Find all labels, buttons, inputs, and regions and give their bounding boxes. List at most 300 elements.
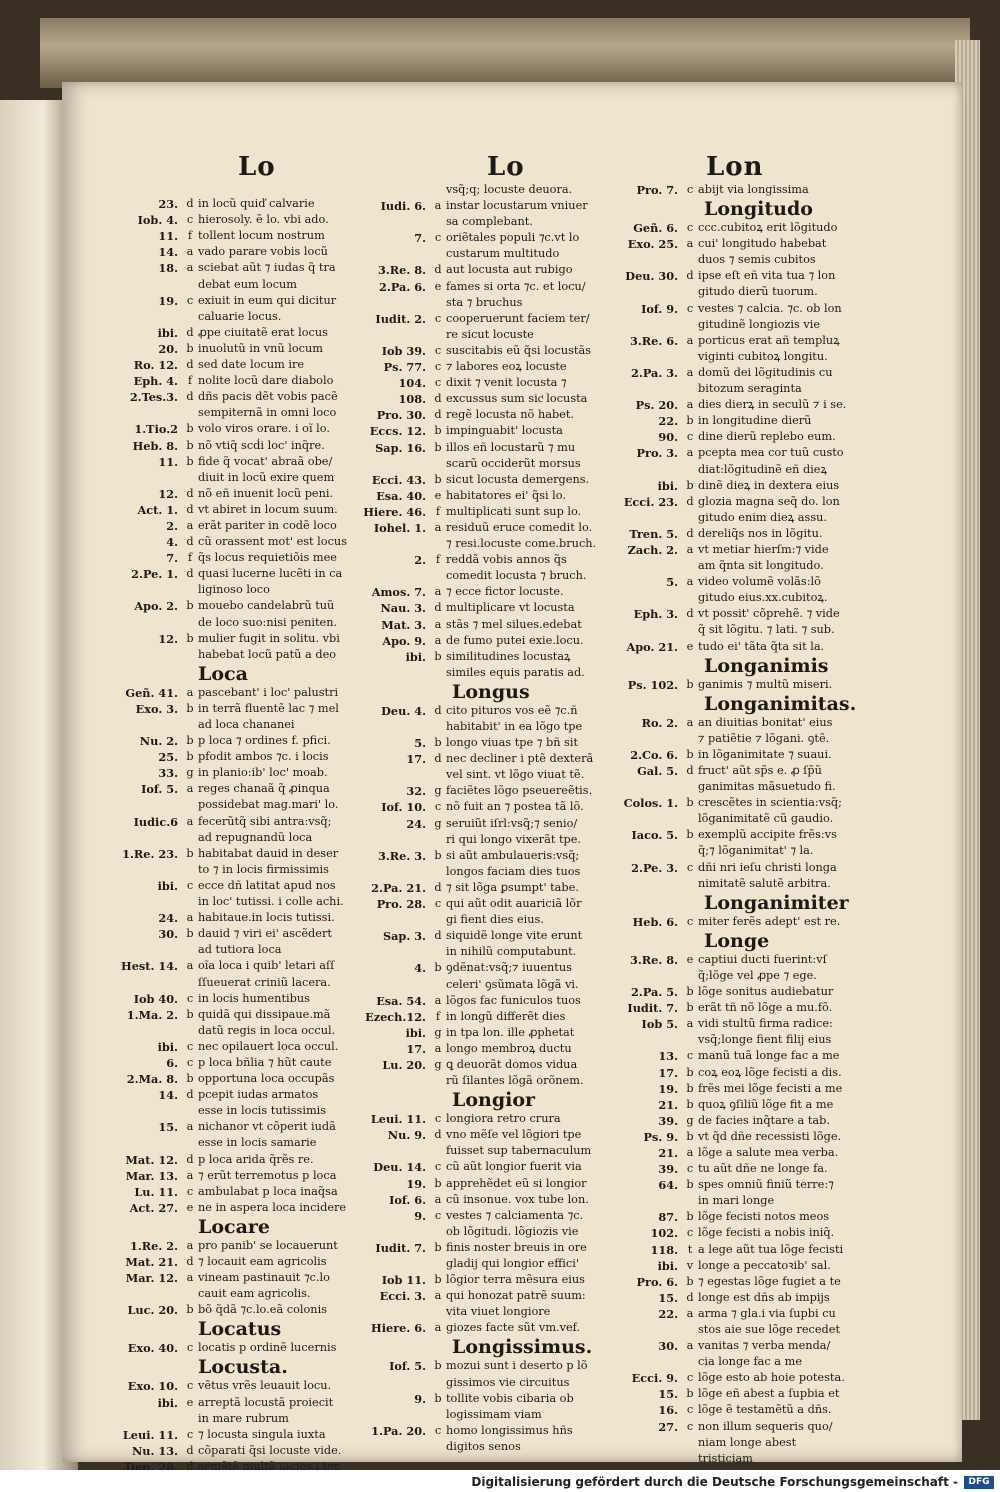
- section-letter: a: [686, 715, 694, 729]
- concordance-line: [112, 196, 368, 212]
- concordance-line: [112, 260, 368, 276]
- quotation-text: cui' longitudo habebat: [698, 237, 827, 251]
- quotation-text: volo viros orare. i oĩ lo.: [198, 422, 330, 436]
- section-letter: a: [186, 518, 194, 532]
- section-letter: e: [186, 1200, 194, 1214]
- quotation-text: tristiciam: [698, 1451, 753, 1465]
- reference-label: 64.: [658, 1178, 678, 1193]
- text-column-2: [360, 182, 616, 1455]
- quotation-text: cũ insonue. vox tube lon.: [446, 1192, 589, 1206]
- concordance-line: [112, 958, 368, 974]
- quotation-text: stãs ⁊ mel silues.edebat: [446, 617, 582, 631]
- reference-label: Lu. 20.: [382, 1057, 426, 1072]
- quotation-text: mozui sunt i deserto p lõ: [446, 1359, 588, 1373]
- section-letter: a: [686, 1145, 694, 1159]
- quotation-text: nõ eñ inuenit locũ peni.: [198, 486, 334, 500]
- concordance-line: [360, 440, 616, 456]
- reference-label: 2.Ma. 8.: [126, 1072, 178, 1087]
- quotation-text: esse in locis samarie: [198, 1136, 317, 1150]
- section-letter: b: [686, 1001, 694, 1015]
- section-letter: v: [686, 1258, 694, 1272]
- quotation-text: lõganimitatẽ cũ gaudio.: [698, 812, 834, 826]
- reference-label: 2.: [414, 553, 426, 568]
- concordance-line: [360, 1025, 616, 1041]
- quotation-text: de loco suo:nisi peniten.: [198, 615, 338, 629]
- concordance-line: [360, 552, 616, 568]
- reference-label: 2.Pa. 21.: [371, 880, 426, 895]
- quotation-text: nõ vtiq̃ scḋi loc' inq̃re.: [198, 438, 325, 452]
- concordance-line: [360, 584, 616, 600]
- concordance-line: [360, 327, 616, 343]
- concordance-line: [612, 779, 862, 795]
- concordance-line: [360, 719, 616, 735]
- section-letter: c: [186, 878, 194, 892]
- reference-label: Zach. 2.: [627, 542, 678, 557]
- concordance-line: [360, 230, 616, 246]
- reference-label: Exo. 25.: [627, 237, 678, 252]
- reference-label: Iof. 5.: [141, 782, 178, 797]
- section-letter: a: [686, 333, 694, 347]
- reference-label: 20.: [158, 341, 178, 356]
- running-head-col1: Lo: [238, 152, 276, 182]
- quotation-text: lõge fecisti notos meos: [698, 1210, 830, 1224]
- concordance-line: [612, 876, 862, 892]
- section-letter: b: [686, 828, 694, 842]
- concordance-line: [112, 797, 368, 813]
- concordance-line: [612, 1097, 862, 1113]
- concordance-line: [612, 220, 862, 236]
- concordance-line: [612, 1032, 862, 1048]
- quotation-text: vidi stultũ firma radice:: [698, 1017, 833, 1031]
- quotation-text: caluarie locus.: [198, 309, 282, 323]
- quotation-text: vado parare vobis locũ: [198, 245, 328, 259]
- concordance-line: [112, 518, 368, 534]
- reference-label: 19.: [406, 1176, 426, 1191]
- concordance-line: [112, 1103, 368, 1119]
- concordance-line: [360, 977, 616, 993]
- quotation-text: diat:lõgitudinẽ eñ dieꝝ: [698, 462, 828, 476]
- section-letter: e: [686, 952, 694, 966]
- concordance-line: [612, 510, 862, 526]
- concordance-line: [360, 1240, 616, 1256]
- quotation-text: multiplicare vt locusta: [446, 601, 575, 615]
- concordance-line: [360, 1009, 616, 1025]
- quotation-text: cũ orassent mot' est locus: [198, 535, 347, 549]
- section-letter: g: [434, 1057, 442, 1071]
- reference-label: Amos. 7.: [371, 585, 426, 600]
- concordance-line: [112, 1007, 368, 1023]
- concordance-line: [112, 1443, 368, 1459]
- concordance-line: [612, 747, 862, 763]
- concordance-line: [612, 1161, 862, 1177]
- quotation-text: faciẽtes lõgo pseuereẽtis.: [446, 784, 593, 798]
- quotation-text: dauid ⁊ viri ei' ascẽdert: [198, 927, 332, 941]
- concordance-line: [112, 1340, 368, 1356]
- reference-label: Iaco. 5.: [631, 828, 678, 843]
- reference-label: Hiere. 46.: [363, 504, 426, 519]
- concordance-line: [612, 542, 862, 558]
- quotation-text: semẽtẽ multã iacies i ter.: [198, 1459, 342, 1470]
- concordance-line: [360, 472, 616, 488]
- section-letter: d: [186, 325, 194, 339]
- quotation-text: q̃;⁊ lõganimitat' ⁊ la.: [698, 844, 814, 858]
- section-letter: a: [434, 1289, 442, 1303]
- section-letter: b: [434, 848, 442, 862]
- quotation-text: in longũ differẽt dies: [446, 1009, 566, 1023]
- entry-heading: Locusta.: [198, 1356, 288, 1379]
- quotation-text: gitudo eius.xx.cubitoꝝ.: [698, 591, 828, 605]
- concordance-line: [612, 1370, 862, 1386]
- section-letter: c: [186, 1341, 194, 1355]
- reference-label: 2.Pa. 3.: [631, 365, 678, 380]
- reference-label: 11.: [158, 454, 178, 469]
- quotation-text: debat eum locum: [198, 277, 298, 291]
- quotation-text: oĩa loca i quib' letari aſſ: [198, 959, 335, 973]
- quotation-text: de fumo putei exie.locu.: [446, 633, 584, 647]
- reference-label: ibi.: [157, 325, 178, 340]
- concordance-line: [112, 438, 368, 454]
- quotation-text: finis noster breuis in ore: [446, 1240, 587, 1254]
- section-letter: b: [186, 750, 194, 764]
- section-letter: b: [186, 341, 194, 355]
- reference-label: ibi.: [405, 649, 426, 664]
- section-letter: d: [434, 752, 442, 766]
- concordance-line: [360, 1143, 616, 1159]
- quotation-text: erãt pariter in codẽ loco: [198, 518, 337, 532]
- reference-label: Ro. 2.: [641, 715, 678, 730]
- section-letter: b: [434, 736, 442, 750]
- section-letter: b: [186, 734, 194, 748]
- section-letter: b: [686, 1178, 694, 1192]
- concordance-line: [360, 1176, 616, 1192]
- section-letter: d: [434, 392, 442, 406]
- concordance-line: [612, 1209, 862, 1225]
- quotation-text: impinguabit' locusta: [446, 424, 563, 438]
- reference-label: Mat. 12.: [125, 1152, 178, 1167]
- quotation-text: ad repugnandũ loca: [198, 830, 313, 844]
- quotation-text: exiuit in eum qui dicitur: [198, 293, 337, 307]
- quotation-text: lõge sonitus audiebatur: [698, 985, 834, 999]
- section-letter: e: [434, 279, 442, 293]
- reference-label: Eph. 3.: [633, 607, 678, 622]
- concordance-line: [112, 309, 368, 325]
- quotation-text: a lege aũt tua lõge fecisti: [698, 1242, 844, 1256]
- quotation-text: possidebat mag.mari' lo.: [198, 798, 339, 812]
- reference-label: Iof. 5.: [389, 1359, 426, 1374]
- quotation-text: dine dierũ replebo eum.: [698, 430, 836, 444]
- concordance-line: [612, 268, 862, 284]
- section-letter: b: [186, 1303, 194, 1317]
- reference-label: 19.: [658, 1081, 678, 1096]
- reference-label: Iof. 6.: [389, 1192, 426, 1207]
- section-letter: c: [686, 1419, 694, 1433]
- reference-label: Mar. 12.: [125, 1271, 178, 1286]
- quotation-text: ne in aspera loca incidere: [198, 1200, 347, 1214]
- quotation-text: ganimitas mãsuetudo fi.: [698, 780, 836, 794]
- reference-label: 11.: [158, 229, 178, 244]
- quotation-text: gladij qui longior effici': [446, 1257, 579, 1270]
- concordance-line: [360, 359, 616, 375]
- quotation-text: fuisset sup tabernaculum: [446, 1144, 592, 1158]
- concordance-line: [360, 600, 616, 616]
- concordance-line: [112, 1023, 368, 1039]
- quotation-text: longos faciam dies tuos: [446, 864, 581, 878]
- reference-label: Lu. 11.: [134, 1184, 178, 1199]
- quotation-text: pascebant' i loc' palustri: [198, 685, 339, 699]
- section-letter: c: [686, 1226, 694, 1240]
- quotation-text: habebat locũ patũ a deo: [198, 647, 337, 661]
- quotation-text: multiplicati sunt sup lo.: [446, 504, 582, 518]
- reference-label: Deu. 28.: [125, 1459, 178, 1470]
- concordance-line: [360, 767, 616, 783]
- quotation-text: tudo ei' tãta q̃ta sit la.: [698, 639, 825, 653]
- concordance-line: [112, 293, 368, 309]
- section-letter: b: [686, 1097, 694, 1111]
- reference-label: Ps. 102.: [627, 677, 678, 692]
- concordance-line: [612, 284, 862, 300]
- quotation-text: in lõganimitate ⁊ suaui.: [698, 747, 832, 761]
- section-letter: c: [434, 376, 442, 390]
- quotation-text: rũ ſilantes lõgã orõnem.: [446, 1074, 584, 1088]
- reference-label: Iob 11.: [381, 1273, 426, 1288]
- concordance-line: [112, 846, 368, 862]
- quotation-text: datũ regis in loca occul.: [198, 1023, 336, 1037]
- section-letter: b: [434, 1359, 442, 1373]
- section-letter: c: [434, 360, 442, 374]
- reference-label: Act. 27.: [129, 1200, 178, 1215]
- concordance-line: [112, 1411, 368, 1427]
- concordance-line: [360, 246, 616, 262]
- concordance-line: [112, 534, 368, 550]
- concordance-line: [612, 1225, 862, 1241]
- quotation-text: gissimos vie circuitus: [446, 1375, 570, 1389]
- quotation-text: mulier fugit in solitu. vbi: [198, 631, 340, 645]
- reference-label: 1.Re. 2.: [129, 1238, 178, 1253]
- concordance-line: [612, 860, 862, 876]
- quotation-text: in mare rubrum: [198, 1411, 289, 1425]
- quotation-text: habitaue.in locis tutissi.: [198, 911, 335, 925]
- section-letter: b: [686, 1210, 694, 1224]
- reference-label: 15.: [158, 1120, 178, 1135]
- section-letter: a: [686, 1017, 694, 1031]
- reference-label: 15.: [658, 1387, 678, 1402]
- reference-label: Pro. 7.: [636, 183, 678, 197]
- concordance-line: [112, 975, 368, 991]
- running-head-col2: Lo: [487, 152, 525, 182]
- quotation-text: nec opilauert loca occul.: [198, 1039, 339, 1053]
- section-letter: c: [434, 343, 442, 357]
- quotation-text: locatis p ordinẽ lucernis: [198, 1341, 337, 1355]
- quotation-text: diuit in locũ exire quem: [198, 470, 335, 484]
- quotation-text: viginti cubitoꝝ longitu.: [698, 349, 828, 363]
- text-column-3: [612, 182, 862, 1467]
- section-letter: b: [186, 631, 194, 645]
- section-letter: c: [686, 301, 694, 315]
- quotation-text: instar locustarum vniuer: [446, 199, 588, 213]
- quotation-text: exemplũ accipite frẽs:vs: [698, 828, 837, 842]
- concordance-line: [612, 558, 862, 574]
- reference-label: Geñ. 6.: [633, 221, 678, 236]
- section-letter: c: [686, 1403, 694, 1417]
- concordance-line: [112, 1378, 368, 1394]
- concordance-line: [360, 504, 616, 520]
- concordance-line: [360, 1358, 616, 1374]
- section-letter: c: [186, 991, 194, 1005]
- reference-label: Tren. 5.: [629, 526, 678, 541]
- section-letter: b: [434, 472, 442, 486]
- quotation-text: tu aũt dñe ne longe fa.: [698, 1162, 828, 1176]
- reference-label: Iudit. 7.: [375, 1240, 426, 1255]
- concordance-line: [360, 536, 616, 552]
- concordance-line: [612, 677, 862, 693]
- quotation-text: manũ tuã longe fac a me: [698, 1049, 840, 1063]
- quotation-text: dies dierꝝ in seculũ ⁊ i se.: [698, 398, 847, 412]
- concordance-line: [112, 1087, 368, 1103]
- reference-label: 14.: [158, 245, 178, 260]
- concordance-line: [112, 1168, 368, 1184]
- concordance-line: [360, 783, 616, 799]
- quotation-text: pro panib' se locauerunt: [198, 1238, 338, 1252]
- reference-label: 4.: [166, 535, 178, 550]
- reference-label: Iob 5.: [641, 1017, 678, 1032]
- concordance-line: [360, 1288, 616, 1304]
- concordance-line: [360, 407, 616, 423]
- concordance-line: [112, 1459, 368, 1470]
- section-letter: d: [186, 1255, 194, 1268]
- concordance-line: [112, 878, 368, 894]
- quotation-text: gitudinẽ longiozis vie: [698, 317, 821, 331]
- quotation-text: lõgior terra mẽsura eius: [446, 1273, 585, 1287]
- concordance-line: [360, 848, 616, 864]
- concordance-line: [112, 421, 368, 437]
- entry-heading: Longus: [452, 680, 530, 703]
- section-letter: f: [435, 553, 441, 567]
- quotation-text: seruiũt iſrl:vsq̃;⁊ senio/: [446, 816, 578, 830]
- reference-label: Apo. 9.: [382, 633, 426, 648]
- reference-label: Luc. 20.: [127, 1303, 178, 1318]
- reference-label: Iob 39.: [381, 343, 426, 358]
- concordance-line: [112, 717, 368, 733]
- section-letter: c: [186, 1039, 194, 1053]
- entry-heading: Longanimis: [704, 654, 829, 677]
- section-letter: a: [686, 542, 694, 556]
- concordance-line: [112, 244, 368, 260]
- quotation-text: hierosoly. ẽ lo. vbi ado.: [198, 213, 329, 227]
- quotation-text: scarũ occiderũt morsus: [446, 456, 581, 470]
- quotation-text: lõge eñ abest a ſupbia et: [698, 1387, 840, 1401]
- section-letter: c: [186, 1427, 194, 1441]
- concordance-line: [112, 1302, 368, 1318]
- concordance-line: [612, 1402, 862, 1418]
- section-letter: d: [186, 1152, 194, 1166]
- concordance-line: [112, 1184, 368, 1200]
- concordance-line: [612, 795, 862, 811]
- quotation-text: ganimis ⁊ multũ miseri.: [698, 677, 833, 691]
- quotation-text: longiora retro crura: [446, 1112, 561, 1126]
- reference-label: 1.Pa. 20.: [371, 1423, 426, 1438]
- quotation-text: captiui ducti fuerint:vſ: [698, 952, 827, 966]
- concordance-line: [112, 991, 368, 1007]
- reference-label: 2.Pa. 6.: [379, 279, 426, 294]
- concordance-line: [112, 1286, 368, 1302]
- concordance-line: [112, 373, 368, 389]
- concordance-line: [612, 639, 862, 655]
- section-letter: f: [435, 504, 441, 518]
- reference-label: Iudit. 7.: [627, 1001, 678, 1016]
- quotation-text: lõge a salute mea verba.: [698, 1145, 839, 1159]
- entry-heading: Longe: [704, 929, 770, 952]
- reference-label: 2.Tes.3.: [129, 390, 178, 405]
- concordance-line: [360, 1224, 616, 1240]
- reference-label: 16.: [658, 1403, 678, 1418]
- concordance-line: [612, 715, 862, 731]
- reference-label: Exo. 10.: [127, 1379, 178, 1394]
- section-letter: b: [686, 414, 694, 428]
- quotation-text: residuũ eruce comedit lo.: [446, 520, 593, 534]
- quotation-text: ccc.cubitoꝝ erit lõgitudo: [698, 221, 838, 235]
- section-letter: d: [186, 486, 194, 500]
- concordance-line: [612, 1193, 862, 1209]
- reference-label: Sap. 3.: [382, 929, 426, 944]
- quotation-text: logissimam viam: [446, 1407, 542, 1421]
- concordance-line: [612, 1048, 862, 1064]
- concordance-line: [112, 180, 368, 196]
- concordance-line: [612, 526, 862, 542]
- section-letter: a: [686, 1306, 694, 1320]
- section-letter: a: [434, 617, 442, 631]
- reference-label: 39.: [658, 1162, 678, 1177]
- section-letter: a: [186, 1168, 194, 1182]
- quotation-text: aut locusta aut rubigo: [446, 263, 573, 277]
- concordance-line: [612, 984, 862, 1000]
- quotation-text: opportuna loca occupãs: [198, 1072, 335, 1086]
- section-letter: g: [434, 784, 442, 798]
- quotation-text: regẽ locusta nõ habet.: [446, 408, 575, 422]
- reference-label: 17.: [406, 1041, 426, 1056]
- quotation-text: in locis humentibus: [198, 991, 310, 1005]
- reference-label: 24.: [158, 911, 178, 926]
- quotation-text: in mari longe: [698, 1194, 775, 1208]
- section-letter: c: [434, 231, 442, 245]
- section-letter: f: [435, 1009, 441, 1023]
- quotation-text: ⁊ erũt terremotus p loca: [198, 1168, 337, 1182]
- reference-label: 25.: [158, 750, 178, 765]
- quotation-text: in longitudine dierũ: [698, 414, 812, 428]
- section-letter: f: [187, 374, 193, 388]
- section-letter: b: [186, 1007, 194, 1021]
- concordance-line: [360, 944, 616, 960]
- section-letter: b: [434, 440, 442, 454]
- quotation-text: oriẽtales populi ⁊c.vt lo: [446, 231, 580, 245]
- concordance-line: [112, 405, 368, 421]
- section-letter: d: [186, 1459, 194, 1470]
- entry-heading: Locare: [198, 1215, 271, 1238]
- quotation-text: fide q̃ vocat' abraã obe/: [198, 454, 333, 468]
- section-letter: b: [434, 1391, 442, 1405]
- section-letter: a: [434, 585, 442, 599]
- quotation-text: ſſueuerat criniũ lacera.: [198, 975, 331, 989]
- quotation-text: lõge fecisti a nobis iniq̃.: [698, 1226, 835, 1240]
- quotation-text: miter ferẽs adept' est re.: [698, 914, 841, 928]
- section-letter: b: [186, 1072, 194, 1086]
- quotation-text: ob lõgitudi. lõgiozis vie: [446, 1224, 579, 1238]
- reference-label: Mar. 13.: [125, 1168, 178, 1183]
- section-letter: d: [686, 764, 694, 777]
- section-letter: b: [686, 1065, 694, 1079]
- concordance-line: [612, 1177, 862, 1193]
- entry-heading: Loca: [198, 662, 248, 685]
- concordance-line: [612, 1129, 862, 1145]
